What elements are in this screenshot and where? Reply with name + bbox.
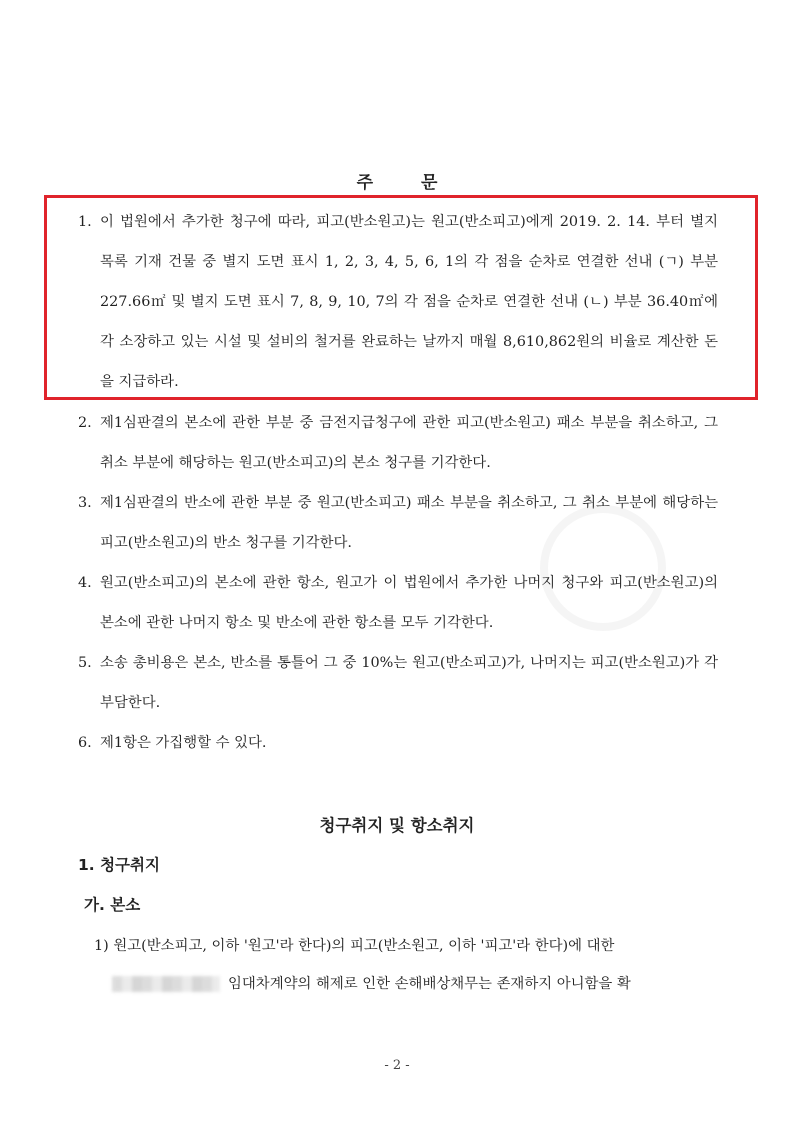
main-heading-char-1: 주	[356, 173, 373, 193]
order-item-1	[78, 202, 718, 402]
main-heading	[0, 168, 794, 193]
order-item-number: 6.	[78, 735, 92, 751]
claim-item-1-line-1: 1) 원고(반소피고, 이하 '원고'라 한다)의 피고(반소원고, 이하 '피고'라 한다)에 대한	[94, 938, 615, 954]
order-item-text: 제1항은 가집행할 수 있다.	[100, 735, 267, 751]
page-number: - 2 -	[384, 1058, 410, 1073]
claim-item-1-line-2	[112, 972, 631, 993]
order-item-6	[78, 723, 718, 763]
redacted-text-block	[112, 976, 220, 992]
main-heading-char-2: 문	[421, 173, 438, 193]
section-heading-claims: 1. 청구취지	[78, 856, 160, 874]
order-item-text: 제1심판결의 본소에 관한 부분 중 금전지급청구에 관한 피고(반소원고) 패소 부분을 취소하고, 그 취소 부분에 해당하는 원고(반소피고)의 본소 청구를 기각한다.	[100, 415, 718, 471]
claim-item-1-line-2-text: 임대차계약의 해제로 인한 손해배상채무는 존재하지 아니함을 확	[228, 976, 631, 992]
faint-watermark	[540, 505, 666, 631]
section-heading-main-suit: 가. 본소	[84, 896, 141, 914]
order-item-5	[78, 643, 718, 723]
order-item-number: 3.	[78, 495, 92, 511]
order-item-text: 이 법원에서 추가한 청구에 따라, 피고(반소원고)는 원고(반소피고)에게 2019. 2. 14. 부터 별지 목록 기재 건물 중 별지 도면 표시 1, 2, 3, 4, 5, 6, 1의 각 점을 순차로 연결한 선내 (ㄱ) 부분 227.66㎡ 및 별지 도면 표시 7, 8, 9, 10, 7의 각 점을 순차로 연결한 선내 (ㄴ) 부분 36.40㎡에 각 소장하고 있는 시설 및 설비의 철거를 완료하는 날까지 매월 8,610,862원의 비율로 계산한 돈을 지급하라.	[100, 214, 718, 390]
order-item-text: 제1심판결의 반소에 관한 부분 중 원고(반소피고) 패소 부분을 취소하고, 그 취소 부분에 해당하는 피고(반소원고)의 반소 청구를 기각한다.	[100, 495, 718, 551]
order-item-2	[78, 403, 718, 483]
order-item-text: 소송 총비용은 본소, 반소를 통틀어 그 중 10%는 원고(반소피고)가, 나머지는 피고(반소원고)가 각 부담한다.	[100, 655, 718, 711]
order-item-number: 2.	[78, 415, 92, 431]
order-item-text: 원고(반소피고)의 본소에 관한 항소, 원고가 이 법원에서 추가한 나머지 청구와 피고(반소원고)의 본소에 관한 나머지 항소 및 반소에 관한 항소를 모두 기각한다.	[100, 575, 718, 631]
order-item-number: 4.	[78, 575, 92, 591]
sub-heading: 청구취지 및 항소취지	[319, 816, 475, 835]
order-item-number: 1.	[78, 214, 92, 230]
order-item-number: 5.	[78, 655, 92, 671]
